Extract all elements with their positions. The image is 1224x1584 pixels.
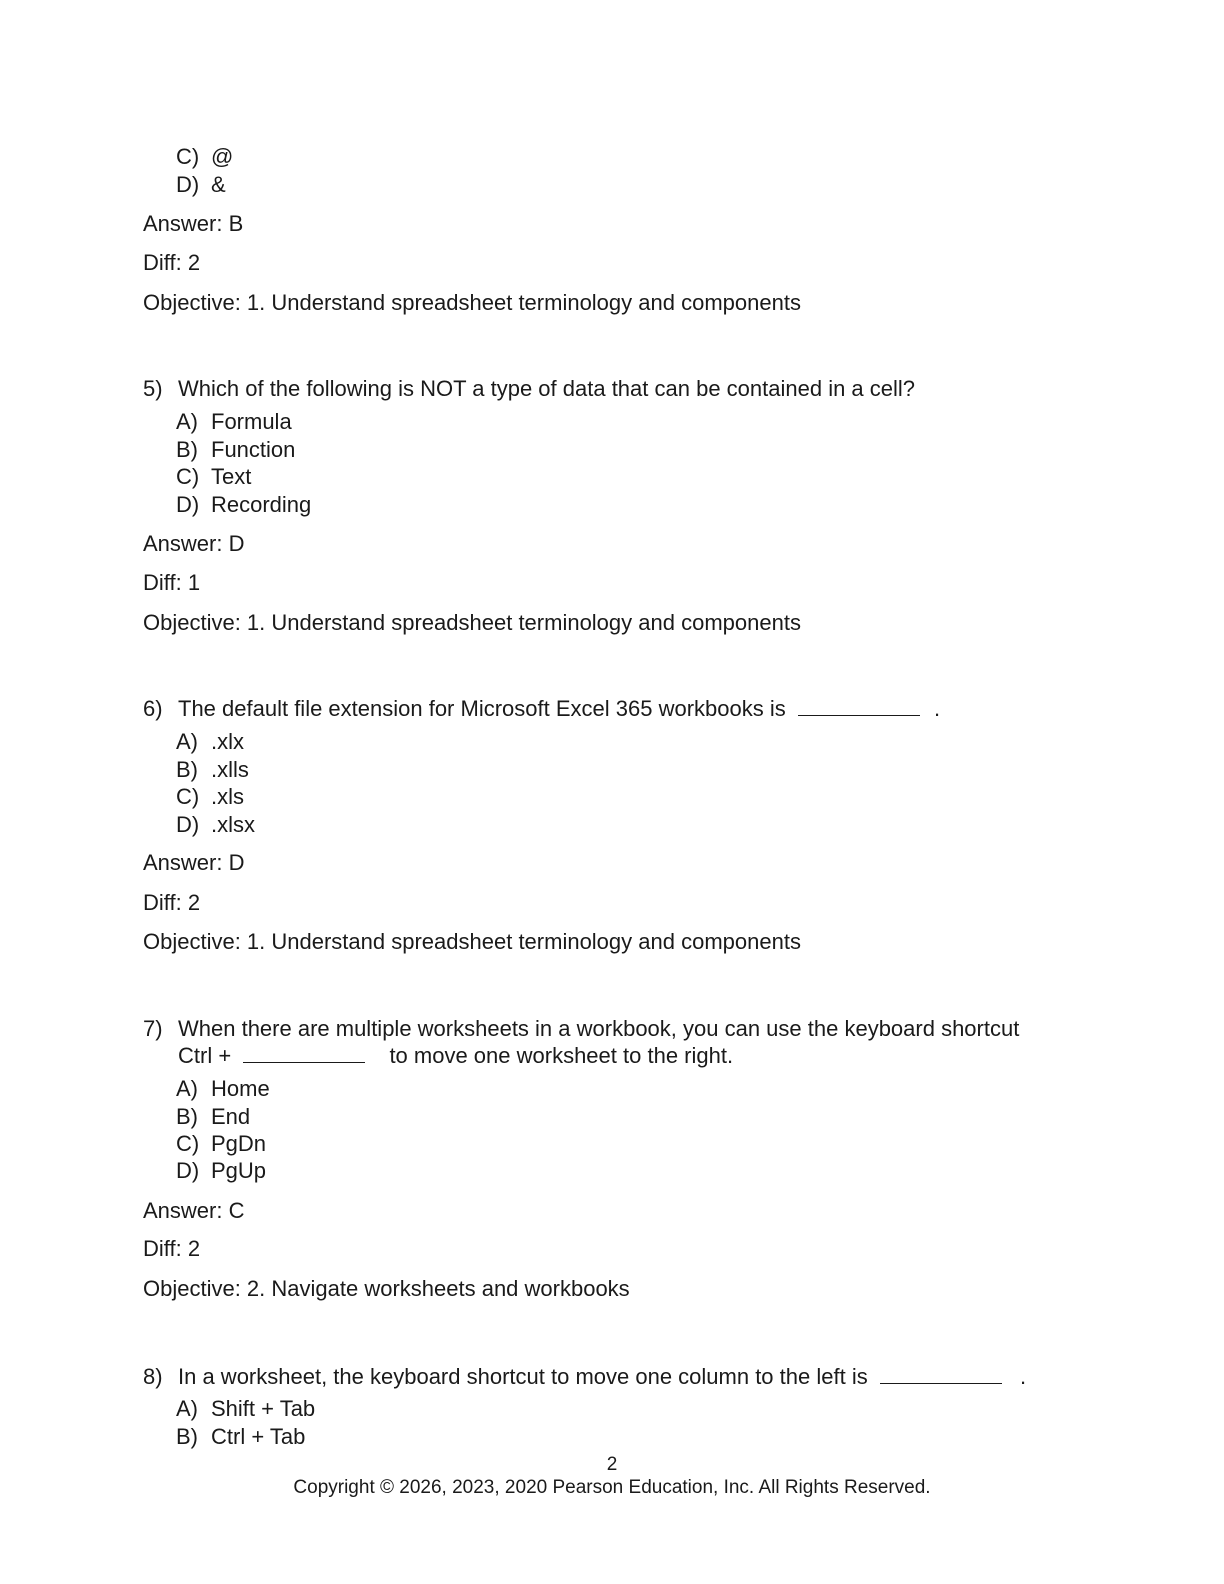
option-a — [176, 1078, 270, 1100]
option-d — [176, 814, 255, 836]
question-text: to move one worksheet to the right. — [389, 1043, 734, 1068]
answer-text: Answer: B — [143, 211, 244, 236]
answer-blank — [798, 715, 920, 716]
option-letter: A) — [176, 1396, 198, 1421]
option-letter: C) — [176, 464, 200, 489]
option-letter: D) — [176, 492, 200, 517]
option-text: Home — [211, 1076, 270, 1101]
copyright-notice: Copyright © 2026, 2023, 2020 Pearson Education, Inc. All Rights Reserved. — [293, 1477, 931, 1498]
question-text: The default file extension for Microsoft Excel 365 workbooks is — [178, 696, 786, 721]
option-text: & — [211, 172, 226, 197]
question-text: In a worksheet, the keyboard shortcut to move one column to the left is — [178, 1364, 868, 1389]
option-text: Shift + Tab — [211, 1396, 316, 1421]
option-letter: A) — [176, 409, 198, 434]
option-b — [176, 759, 249, 781]
option-letter: C) — [176, 1131, 200, 1156]
objective-text: Objective: 2. Navigate worksheets and workbooks — [143, 1276, 630, 1301]
page-number: 2 — [606, 1454, 618, 1475]
objective-text: Objective: 1. Understand spreadsheet terminology and components — [143, 290, 801, 315]
option-letter: D) — [176, 1158, 200, 1183]
option-a — [176, 731, 244, 753]
option-text: .xlx — [211, 729, 244, 754]
question-text: Ctrl + — [178, 1043, 232, 1068]
option-letter: D) — [176, 172, 200, 197]
option-d — [176, 174, 226, 196]
objective-text: Objective: 1. Understand spreadsheet terminology and components — [143, 929, 801, 954]
option-d — [176, 494, 311, 516]
option-text: PgDn — [211, 1131, 267, 1156]
question-number: 7) — [143, 1016, 163, 1041]
option-a — [176, 411, 292, 433]
option-c — [176, 1133, 266, 1155]
option-text: Function — [211, 437, 296, 462]
option-c — [176, 146, 233, 168]
option-letter: B) — [176, 1424, 198, 1449]
option-letter: B) — [176, 1104, 198, 1129]
option-b — [176, 1106, 250, 1128]
answer-text: Answer: C — [143, 1198, 245, 1223]
question-period: . — [933, 696, 941, 721]
option-letter: A) — [176, 1076, 198, 1101]
question-number: 6) — [143, 696, 163, 721]
option-letter: B) — [176, 437, 198, 462]
option-text: Text — [211, 464, 252, 489]
option-letter: C) — [176, 784, 200, 809]
diff-text: Diff: 2 — [143, 250, 201, 275]
option-letter: D) — [176, 812, 200, 837]
question-text-line2 — [178, 1045, 733, 1067]
option-text: .xlsx — [211, 812, 255, 837]
question-text-line1: When there are multiple worksheets in a workbook, you can use the keyboard shortcut — [178, 1016, 1020, 1041]
diff-text: Diff: 1 — [143, 570, 201, 595]
objective-text: Objective: 1. Understand spreadsheet terminology and components — [143, 610, 801, 635]
answer-blank — [243, 1062, 365, 1063]
option-d — [176, 1160, 266, 1182]
option-c — [176, 786, 244, 808]
option-text: End — [211, 1104, 251, 1129]
option-b — [176, 439, 295, 461]
option-text: .xls — [211, 784, 244, 809]
question-number: 5) — [143, 376, 163, 401]
option-text: Ctrl + Tab — [211, 1424, 306, 1449]
option-letter: B) — [176, 757, 198, 782]
option-b — [176, 1426, 305, 1448]
option-text: Recording — [211, 492, 312, 517]
answer-text: Answer: D — [143, 531, 245, 556]
option-text: @ — [211, 144, 234, 169]
option-c — [176, 466, 251, 488]
answer-text: Answer: D — [143, 850, 245, 875]
option-a — [176, 1398, 315, 1420]
diff-text: Diff: 2 — [143, 1236, 201, 1261]
question-line — [178, 1366, 1026, 1388]
answer-blank — [880, 1383, 1002, 1384]
diff-text: Diff: 2 — [143, 890, 201, 915]
option-text: .xlls — [211, 757, 249, 782]
question-period: . — [1019, 1364, 1027, 1389]
question-number: 8) — [143, 1364, 163, 1389]
option-text: Formula — [211, 409, 292, 434]
question-line — [178, 698, 940, 720]
option-text: PgUp — [211, 1158, 267, 1183]
option-letter: C) — [176, 144, 200, 169]
option-letter: A) — [176, 729, 198, 754]
question-text: Which of the following is NOT a type of data that can be contained in a cell? — [178, 376, 916, 401]
